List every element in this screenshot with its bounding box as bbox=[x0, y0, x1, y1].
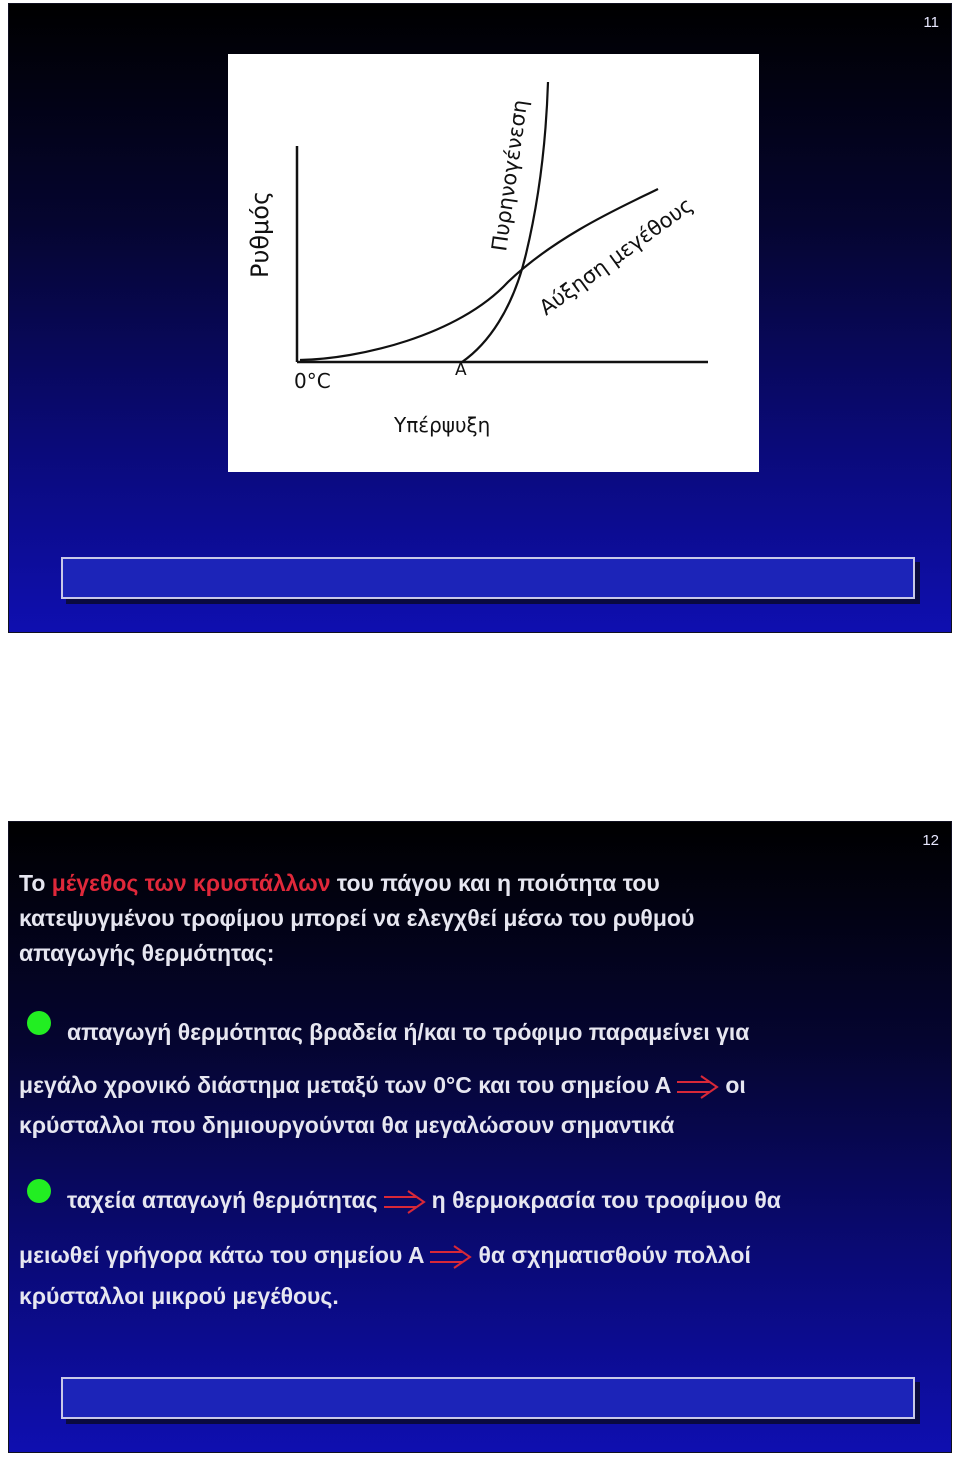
implies-arrow-icon bbox=[428, 1244, 474, 1270]
bullet-2-line-1 bbox=[19, 1183, 781, 1218]
intro-line-2: κατεψυγμένου τροφίμου μπορεί να ελεγχθεί μέσω του ρυθμού bbox=[19, 905, 695, 931]
footer-bar bbox=[61, 557, 915, 599]
highlight-crystal-size: μέγεθος των κρυστάλλων bbox=[51, 870, 331, 896]
slide-12 bbox=[8, 821, 952, 1453]
bullet-1-text: οι bbox=[725, 1072, 746, 1098]
bullet-1-line-3: κρύσταλλοι που δημιουργούνται θα μεγαλώσουν σημαντικά bbox=[19, 1112, 675, 1138]
bullet-2-text: ταχεία απαγωγή θερμότητας bbox=[67, 1187, 378, 1213]
bullet-1-text: μεγάλο χρονικό διάστημα μεταξύ των 0°C και του σημείου Α bbox=[19, 1072, 672, 1098]
rate-vs-supercooling-figure bbox=[228, 54, 759, 472]
bullet-1-line-2 bbox=[19, 1068, 746, 1103]
slide-11 bbox=[8, 3, 952, 633]
bullet-2-text: θα σχηματισθούν πολλοί bbox=[478, 1242, 751, 1268]
nucleation-label: Πυρηνογένεση bbox=[487, 98, 533, 253]
bullet-1-text: απαγωγή θερμότητας βραδεία ή/και το τρόφιμο παραμείνει για bbox=[67, 1019, 750, 1045]
intro-line-1 bbox=[19, 866, 660, 901]
intro-line-3: απαγωγής θερμότητας: bbox=[19, 940, 275, 966]
growth-label: Αύξηση μεγέθους bbox=[534, 192, 698, 321]
page-number: 12 bbox=[922, 832, 939, 849]
x-axis-label: Υπέρψυξη bbox=[394, 413, 491, 437]
bullet-2-line-2 bbox=[19, 1238, 751, 1273]
green-bullet-icon bbox=[27, 1011, 51, 1035]
implies-arrow-icon bbox=[382, 1189, 428, 1215]
y-axis-label: Ρυθμός bbox=[246, 190, 274, 278]
bullet-2-text: μειωθεί γρήγορα κάτω του σημείου Α bbox=[19, 1242, 425, 1268]
implies-arrow-icon bbox=[675, 1074, 721, 1100]
page-number: 11 bbox=[923, 14, 939, 31]
intro-text: του πάγου και η ποιότητα του bbox=[330, 870, 660, 896]
origin-label: 0°C bbox=[294, 369, 331, 393]
footer-bar bbox=[61, 1377, 915, 1419]
point-a-label: Α bbox=[455, 360, 467, 380]
bullet-1-line-1 bbox=[19, 1015, 749, 1050]
green-bullet-icon bbox=[27, 1179, 51, 1203]
intro-text: Το bbox=[19, 870, 52, 896]
bullet-2-text: η θερμοκρασία του τροφίμου θα bbox=[431, 1187, 781, 1213]
bullet-2-line-3: κρύσταλλοι μικρού μεγέθους. bbox=[19, 1283, 339, 1309]
